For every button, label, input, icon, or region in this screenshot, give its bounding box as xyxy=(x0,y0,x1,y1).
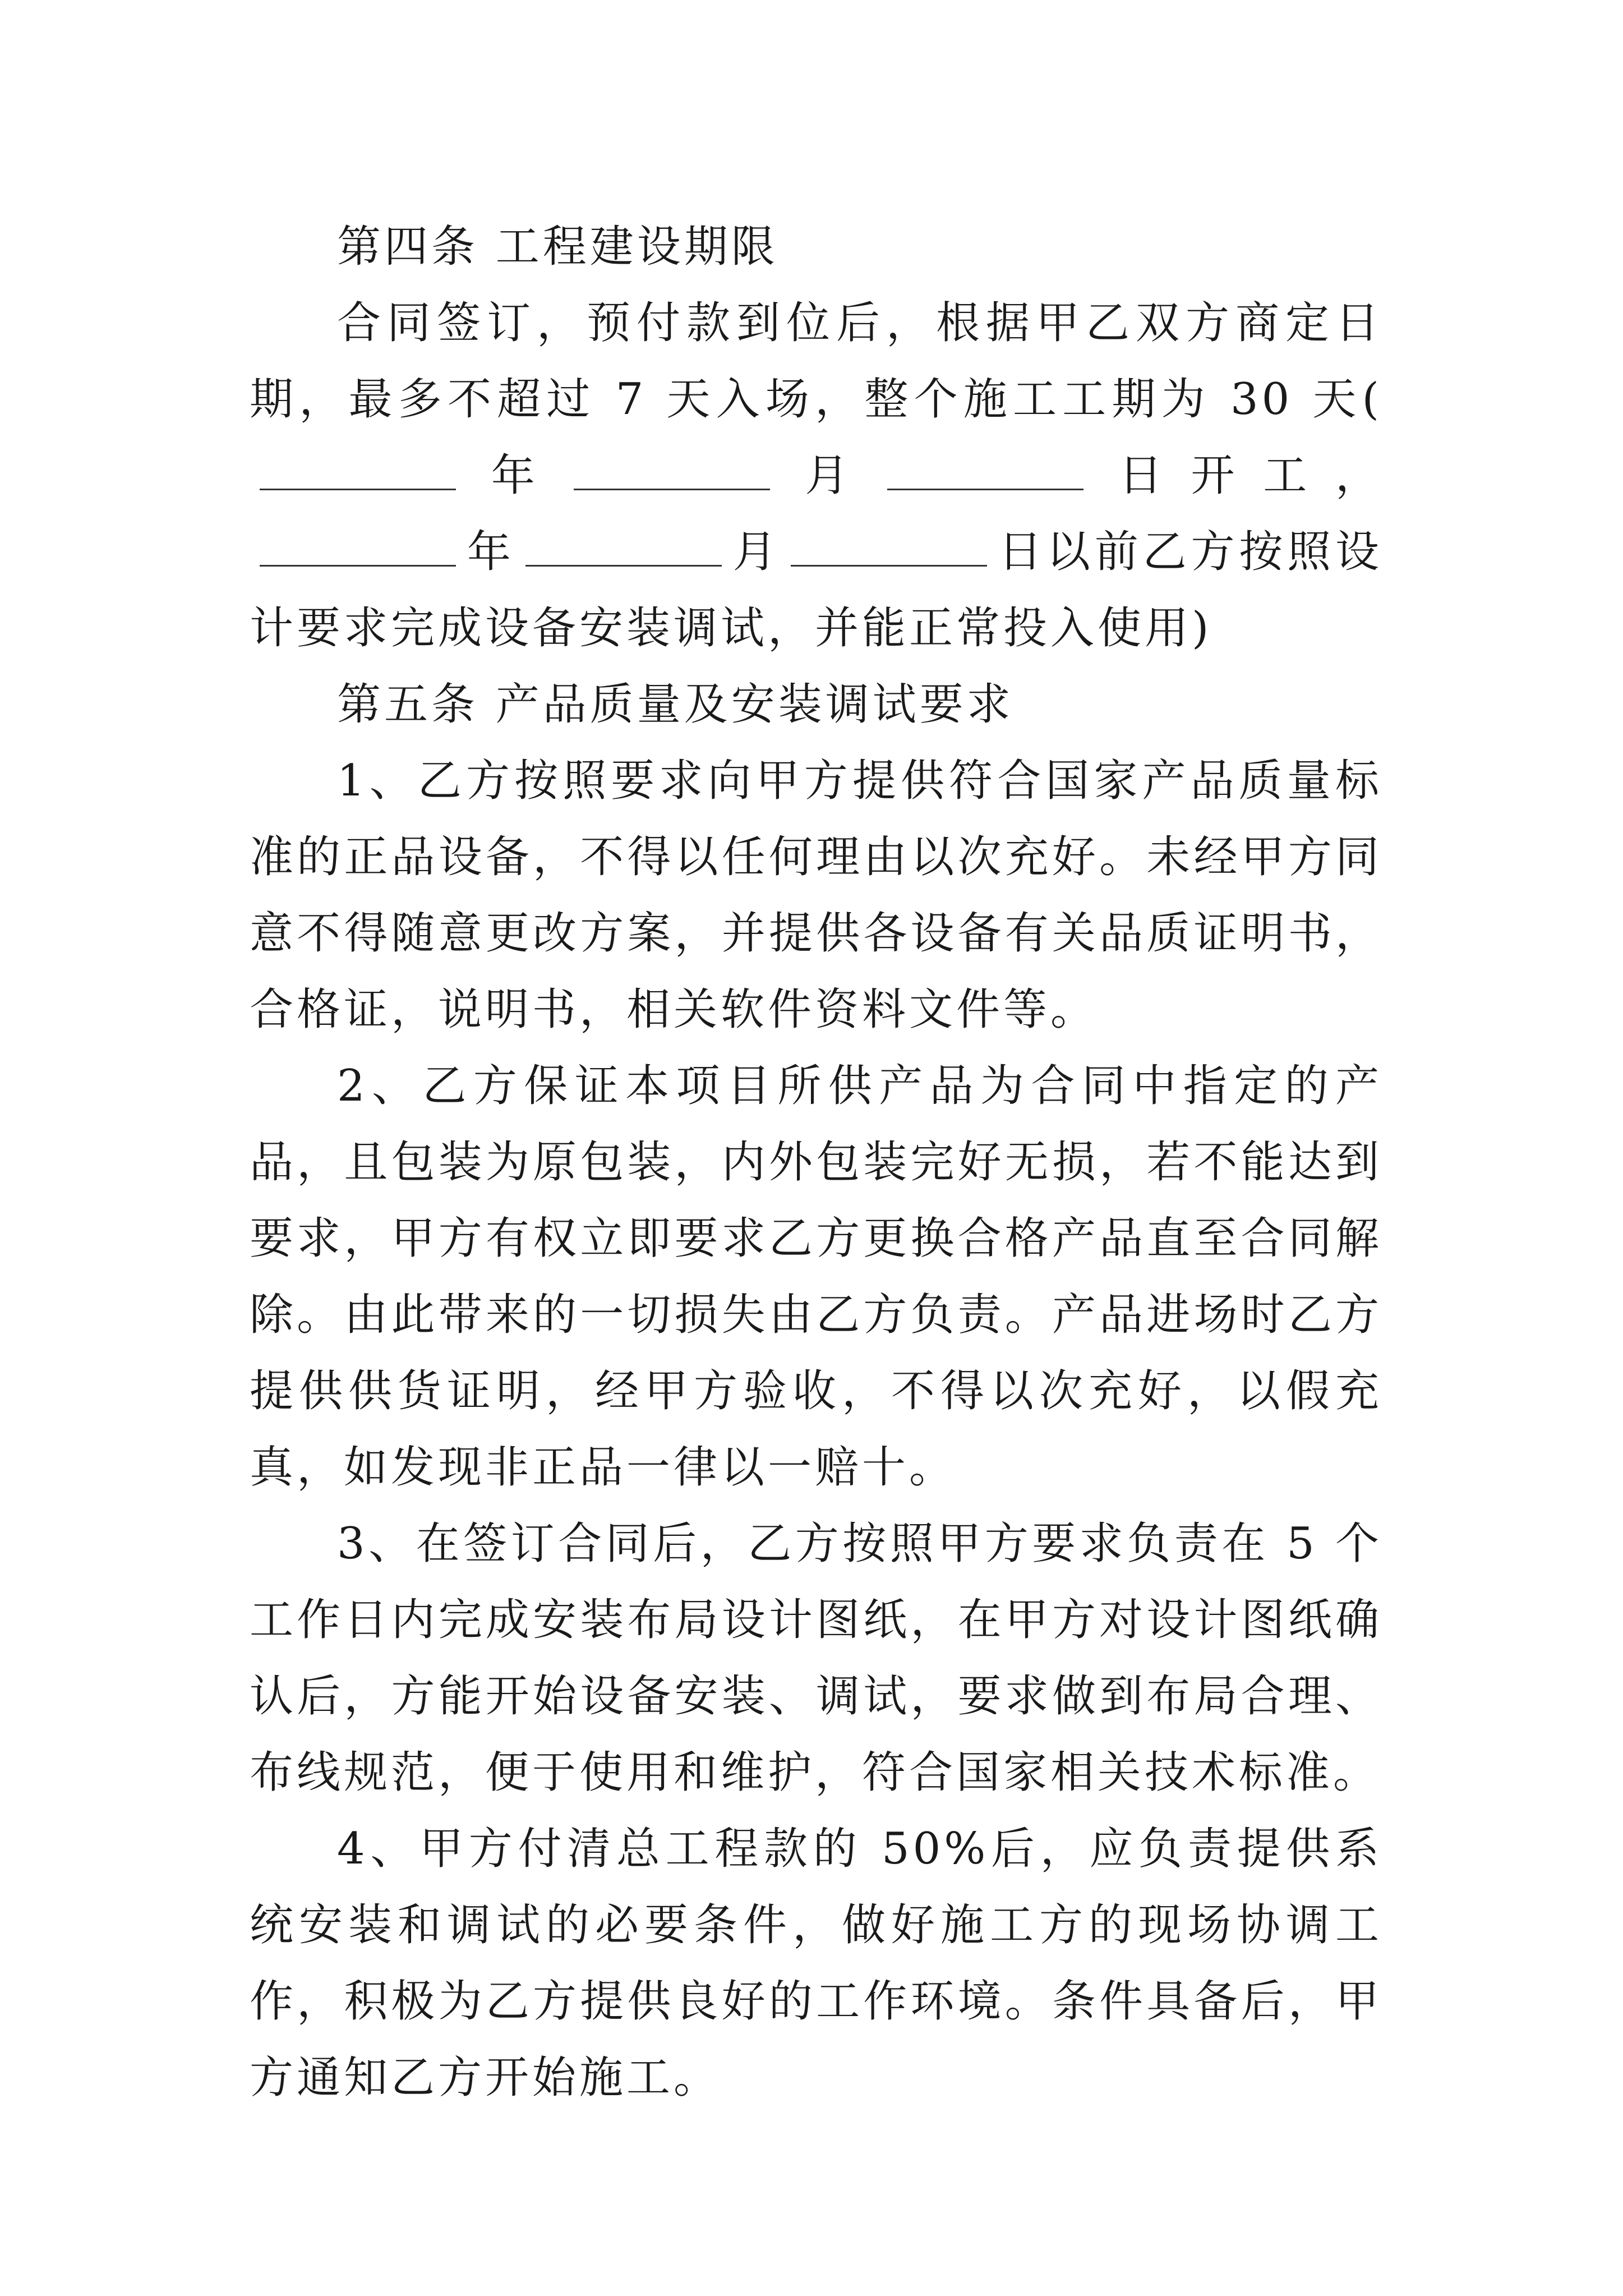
start-year-blank[interactable] xyxy=(260,449,456,490)
section-5-item-2: 2、乙方保证本项目所供产品为合同中指定的产品，且包装为原包装，内外包装完好无损，若不能达到要求，甲方有权立即要求乙方更换合格产品直至合同解除。由此带来的一切损失由乙方负责。产品进场时乙方提供供货证明，经甲方验收，不得以次充好，以假充真，如发现非正品一律以一赔十。 xyxy=(250,1061,1382,1493)
month-label-2: 月 xyxy=(731,527,781,577)
section-5-item-4: 4、甲方付清总工程款的 50%后，应负责提供系统安装和调试的必要条件，做好施工方的现场协调工作，积极为乙方提供良好的工作环境。条件具备后，甲方通知乙方开始施工。 xyxy=(250,1824,1382,2103)
end-day-label: 日以前乙方按照设计要求完成设备安装调试， xyxy=(250,527,1382,654)
document-page xyxy=(250,209,1382,2116)
start-month-blank[interactable] xyxy=(574,449,770,490)
start-day-blank[interactable] xyxy=(887,449,1083,490)
year-label-2: 年 xyxy=(466,527,515,577)
end-month-blank[interactable] xyxy=(525,526,722,567)
section-4-intro: 合同签订，预付款到位后，根据甲乙双方商定日期，最多不超过 7 天入场，整个施工工期为 30 天( xyxy=(250,298,1382,425)
end-year-blank[interactable] xyxy=(260,526,456,567)
section-4-outro: 并能正常投入使用) xyxy=(815,603,1212,654)
section-5-heading: 第五条 产品质量及安装调试要求 xyxy=(337,679,1014,730)
section-5-item-1: 1、乙方按照要求向甲方提供符合国家产品质量标准的正品设备，不得以任何理由以次充好。未经甲方同意不得随意更改方案，并提供各设备有关品质证明书，合格证，说明书，相关软件资料文件等。 xyxy=(250,756,1382,1035)
end-day-blank[interactable] xyxy=(791,526,987,567)
year-label: 年 xyxy=(466,450,564,501)
section-5-item-3: 3、在签订合同后，乙方按照甲方要求负责在 5 个工作日内完成安装布局设计图纸，在甲方对设计图纸确认后，方能开始设备安装、调试，要求做到布局合理、布线规范，便于使用和维护，符合国家相关技术标准。 xyxy=(250,1519,1382,1798)
section-4-heading: 第四条 工程建设期限 xyxy=(337,222,778,272)
month-label: 月 xyxy=(780,450,877,501)
start-day-label: 日开工， xyxy=(1094,450,1382,501)
section-4-body xyxy=(250,285,1382,666)
